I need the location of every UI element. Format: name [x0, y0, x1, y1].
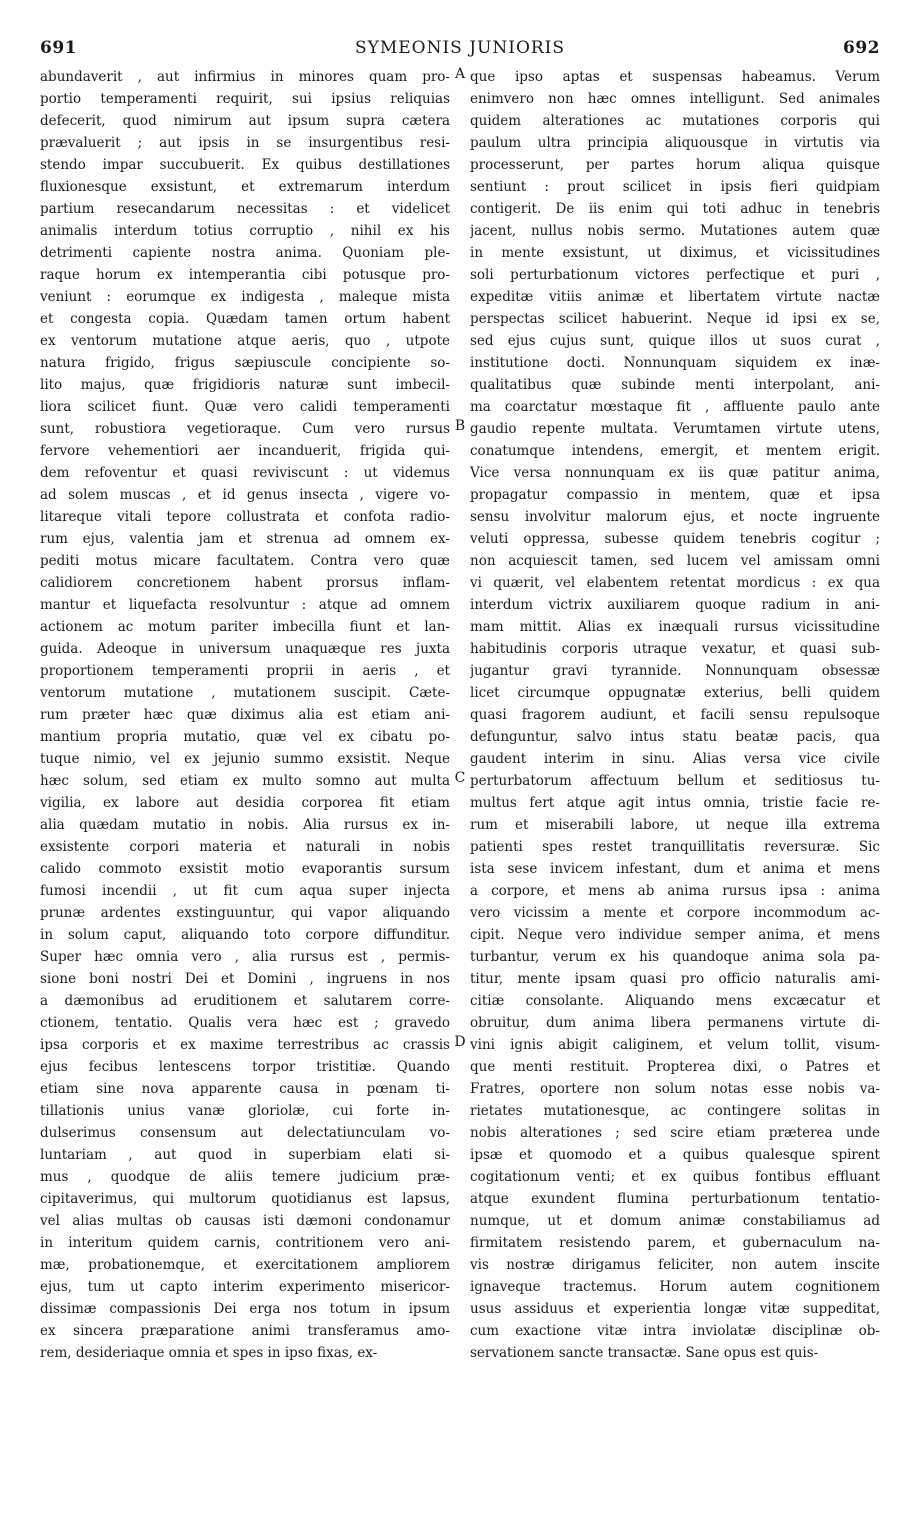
running-title: SYMEONIS JUNIORIS — [354, 38, 566, 58]
text-line: in solum caput, aliquando toto corpore diffunditur. — [40, 927, 450, 943]
text-line: vini ignis abigit caliginem, et velum tollit, visum- — [470, 1037, 880, 1053]
text-line: tuque nimio, vel ex jejunio summo exsistit. Neque — [40, 751, 450, 767]
text-line: interdum victrix auxiliarem quoque radium in ani- — [470, 597, 880, 613]
text-line: firmitatem resistendo parem, et gubernaculum na- — [470, 1235, 880, 1251]
text-line: fervore vehementiori aer incanduerit, frigida qui- — [40, 443, 450, 459]
text-line: sione boni nostri Dei et Domini , ingruens in nos — [40, 971, 450, 987]
text-line: fumosi incendii , ut fit cum aqua super injecta — [40, 883, 450, 899]
text-line: rietates mutationesque, ac contingere solitas in — [470, 1103, 880, 1119]
text-line: raque horum ex intemperantia cibi potusque pro- — [40, 267, 450, 283]
text-line: Super hæc omnia vero , alia rursus est , permis- — [40, 949, 450, 965]
text-line: usus assiduus et experientia longæ vitæ suppeditat, — [470, 1301, 880, 1317]
text-line: defecerit, quod nimirum aut ipsum supra cætera — [40, 113, 450, 129]
text-line: soli perturbationum victores perfectique et puri , — [470, 267, 880, 283]
text-line: stendo impar succubuerit. Ex quibus destillationes — [40, 157, 450, 173]
text-line: cipit. Neque vero individue semper anima, et mens — [470, 927, 880, 943]
text-line: litareque vitali tepore collustrata et confota radio- — [40, 509, 450, 525]
text-line: mantur et liquefacta resolvuntur : atque ad omnem — [40, 597, 450, 613]
text-line: ejus fecibus lentescens torpor tristitiæ. Quando — [40, 1059, 450, 1075]
text-line: processerunt, per partes horum aliqua quisque — [470, 157, 880, 173]
text-line: abundaverit , aut infirmius in minores quam pro- — [40, 69, 450, 85]
text-line: que ipso aptas et suspensas habeamus. Verum — [470, 69, 880, 85]
text-line: citiæ consolante. Aliquando mens excæcatur et — [470, 993, 880, 1009]
text-line: alia quædam mutatio in nobis. Alia rursus ex in- — [40, 817, 450, 833]
page-number-right: 692 — [843, 38, 880, 58]
text-line: partium resecandarum necessitas : et videlicet — [40, 201, 450, 217]
margin-marker-b: B — [454, 418, 466, 434]
text-line: ventorum mutatione , mutationem suscipit. Cæte- — [40, 685, 450, 701]
text-line: numque, ut et domum animæ constabiliamus ad — [470, 1213, 880, 1229]
text-line: rum ejus, valentia jam et strenua ad omnem ex- — [40, 531, 450, 547]
text-line: propagatur compassio in mentem, quæ et ipsa — [470, 487, 880, 503]
text-line: rem, desideriaque omnia et spes in ipso fixas, ex- — [40, 1345, 378, 1361]
text-line: non acquiescit tamen, sed lucem vel amissam omni — [470, 553, 880, 569]
text-line: Vice versa nonnunquam ex iis quæ patitur anima, — [470, 465, 880, 481]
text-line: calidiorem concretionem habent prorsus inflam- — [40, 575, 450, 591]
text-line: jacent, nullus nobis sermo. Mutationes autem quæ — [470, 223, 880, 239]
text-line: sensu involvitur malorum ejus, et nocte ingruente — [470, 509, 880, 525]
text-line: fluxionesque exsistunt, et extremarum interdum — [40, 179, 450, 195]
text-line: pediti motus micare facultatem. Contra vero quæ — [40, 553, 450, 569]
text-line: in mente exsistunt, ut diximus, et vicissitudines — [470, 245, 880, 261]
text-line: jugantur gravi tyrannide. Nonnunquam obsessæ — [470, 663, 880, 679]
text-line: gaudio repente multata. Verumtamen virtute utens, — [470, 421, 880, 437]
text-line: portio temperamenti requirit, sui ipsius reliquias — [40, 91, 450, 107]
text-line: sentiunt : prout scilicet in ipsis fieri quidpiam — [470, 179, 880, 195]
text-line: guida. Adeoque in universum unaquæque res juxta — [40, 641, 450, 657]
text-line: et congesta copia. Quædam tamen ortum habent — [40, 311, 450, 327]
text-line: sed ejus cujus sunt, quique illos ut suos curat , — [470, 333, 880, 349]
text-line: ipsæ et quomodo et a quibus qualesque spirent — [470, 1147, 880, 1163]
text-line: Fratres, oportere non solum notas esse nobis va- — [470, 1081, 880, 1097]
text-line: ctionem, tentatio. Qualis vera hæc est ; gravedo — [40, 1015, 450, 1031]
text-line: cum exactione vitæ intra inviolatæ disciplinæ ob- — [470, 1323, 880, 1339]
text-line: vis nostræ dirigamus feliciter, non autem inscite — [470, 1257, 880, 1273]
text-line: prævaluerit ; aut ipsis in se insurgentibus resi- — [40, 135, 450, 151]
text-line: gaudent interim in sinu. Alias versa vice civile — [470, 751, 880, 767]
text-line: natura frigido, frigus sæpiuscule concipiente so- — [40, 355, 450, 371]
text-line: dissimæ compassionis Dei erga nos totum in ipsum — [40, 1301, 450, 1317]
text-line: animalis interdum totius corruptio , nihil ex his — [40, 223, 450, 239]
text-line: dulserimus consensum aut delectatiunculam vo- — [40, 1125, 450, 1141]
text-line: vi quærit, vel elabentem retentat mordicus : ex qua — [470, 575, 880, 591]
text-line: cipitaverimus, qui multorum quotidianus est lapsus, — [40, 1191, 450, 1207]
text-line: mæ, probationemque, et exercitationem ampliorem — [40, 1257, 450, 1273]
text-line: dem refoventur et quasi reviviscunt : ut videmus — [40, 465, 450, 481]
text-line: vel alias multas ob causas isti dæmoni condonamur — [40, 1213, 450, 1229]
text-line: defunguntur, salvo intus statu beatæ pacis, qua — [470, 729, 880, 745]
text-line: detrimenti capiente nostra anima. Quoniam ple- — [40, 245, 450, 261]
text-line: licet circumque oppugnatæ exterius, belli quidem — [470, 685, 880, 701]
text-line: vero vicissim a mente et corpore incommodum ac- — [470, 905, 880, 921]
text-line: etiam sine nova apparente causa in pœnam ti- — [40, 1081, 450, 1097]
text-line: contigerit. De iis enim qui toti adhuc in tenebris — [470, 201, 880, 217]
text-line: cogitationum venti; et ex quibus fontibus effluant — [470, 1169, 880, 1185]
text-line: quasi fragorem audiunt, et facili sensu repulsoque — [470, 707, 880, 723]
text-line: rum præter hæc quæ diximus alia est etiam ani- — [40, 707, 450, 723]
text-line: a corpore, et mens ab anima rursus ipsa : anima — [470, 883, 880, 899]
text-line: titur, mente ipsam quasi pro officio naturalis ami- — [470, 971, 880, 987]
text-line: mam mittit. Alias ex inæquali rursus vicissitudine — [470, 619, 880, 635]
margin-marker-d: D — [454, 1034, 466, 1050]
text-line: obruitur, dum anima libera permanens virtute di- — [470, 1015, 880, 1031]
text-line: hæc solum, sed etiam ex multo somno aut multa — [40, 773, 450, 789]
text-line: mus , quodque de aliis temere judicium præ- — [40, 1169, 450, 1185]
text-line: actionem ac motum pariter imbecilla fiunt et lan- — [40, 619, 450, 635]
text-line: in interitum quidem carnis, contritionem vero ani- — [40, 1235, 450, 1251]
text-line: institutione docti. Nonnunquam siquidem ex inæ- — [470, 355, 880, 371]
text-line: a dæmonibus ad eruditionem et salutarem corre- — [40, 993, 450, 1009]
text-line: servationem sancte transactæ. Sane opus est quis- — [470, 1345, 819, 1361]
text-line: expeditæ vitiis animæ et libertatem virtute nactæ — [470, 289, 880, 305]
margin-marker-a: A — [454, 66, 466, 82]
text-line: patienti spes restet tranquillitatis reversuræ. Sic — [470, 839, 880, 855]
text-line: mantium propria mutatio, quæ vel ex cibatu po- — [40, 729, 450, 745]
text-line: nobis alterationes ; sed scire etiam præterea unde — [470, 1125, 880, 1141]
left-column — [40, 66, 450, 1364]
text-line: ex ventorum mutatione atque aeris, quo , utpote — [40, 333, 450, 349]
text-line: turbantur, verum ex his quandoque anima sola pa- — [470, 949, 880, 965]
text-line: ipsa corporis et ex maxime terrestribus ac crassis — [40, 1037, 450, 1053]
text-line: habitudinis corporis utraque vexatur, et quasi sub- — [470, 641, 880, 657]
text-line: exsistente corpori materia et naturali in nobis — [40, 839, 450, 855]
text-line: ignaveque tractemus. Horum autem cognitionem — [470, 1279, 880, 1295]
text-line: ma coarctatur mœstaque fit , affluente paulo ante — [470, 399, 880, 415]
text-line: luntariam , aut quod in superbiam elati si- — [40, 1147, 450, 1163]
text-line: enimvero non hæc omnes intelligunt. Sed animales — [470, 91, 880, 107]
text-line: liora scilicet fiunt. Quæ vero calidi temperamenti — [40, 399, 450, 415]
text-line: tillationis unius vanæ gloriolæ, cui forte in- — [40, 1103, 450, 1119]
text-line: proportionem temperamenti proprii in aeris , et — [40, 663, 450, 679]
text-line: ejus, tum ut capto interim experimento misericor- — [40, 1279, 450, 1295]
right-column — [470, 66, 880, 1364]
text-line: quidem alterationes ac mutationes corporis qui — [470, 113, 880, 129]
text-line: multus fert atque agit intus omnia, tristie facie re- — [470, 795, 880, 811]
margin-marker-c: C — [454, 770, 466, 786]
text-line: perturbatorum affectuum bellum et seditiosus tu- — [470, 773, 880, 789]
page-number-left: 691 — [40, 38, 77, 58]
text-line: conatumque intendens, emergit, et mentem erigit. — [470, 443, 880, 459]
text-line: sunt, robustiora vegetioraque. Cum vero rursus — [40, 421, 450, 437]
text-line: veluti oppressa, subesse quidem tenebris cogitur ; — [470, 531, 880, 547]
text-line: veniunt : eorumque ex indigesta , maleque mista — [40, 289, 450, 305]
text-line: lito majus, quæ frigidioris naturæ sunt imbecil- — [40, 377, 450, 393]
text-line: rum et miserabili labore, ut neque illa extrema — [470, 817, 880, 833]
text-line: calido commoto exsistit motio evaporantis sursum — [40, 861, 450, 877]
text-line: vigilia, ex labore aut desidia corporea fit etiam — [40, 795, 450, 811]
text-line: qualitatibus quæ subinde menti interpolant, ani- — [470, 377, 880, 393]
text-line: ex sincera præparatione animi transferamus amo- — [40, 1323, 450, 1339]
text-line: prunæ ardentes exstinguuntur, qui vapor aliquando — [40, 905, 450, 921]
text-line: ad solem muscas , et id genus insecta , vigere vo- — [40, 487, 450, 503]
text-line: atque exundent flumina perturbationum tentatio- — [470, 1191, 880, 1207]
text-line: perspectas scilicet habuerint. Neque id ipsi ex se, — [470, 311, 880, 327]
text-line: ista sese invicem infestant, dum et anima et mens — [470, 861, 880, 877]
text-line: paulum ultra principia aliquousque in virtutis via — [470, 135, 880, 151]
text-line: que menti restituit. Propterea dixi, o Patres et — [470, 1059, 880, 1075]
